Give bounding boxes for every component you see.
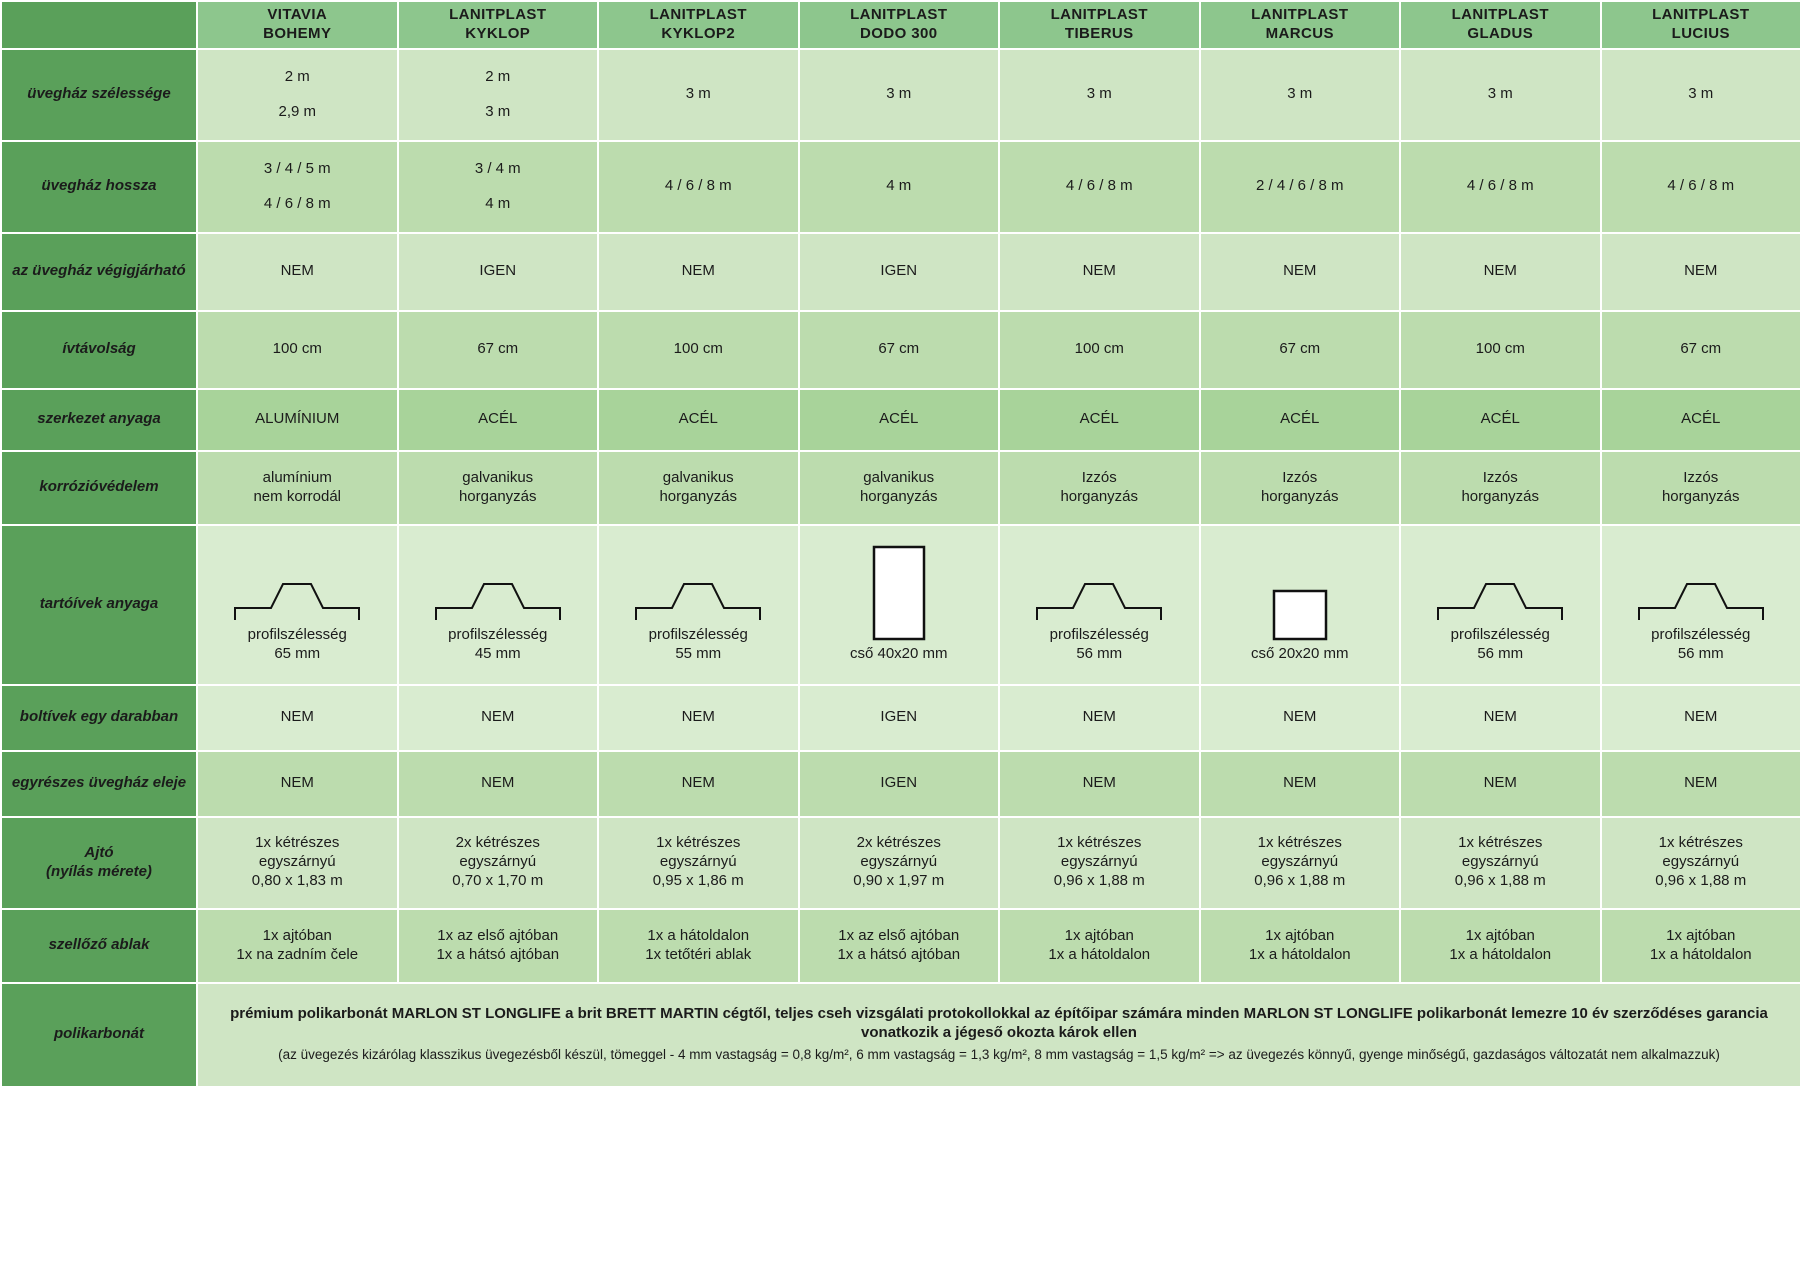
profile-shape-icon [434, 580, 562, 622]
table-cell: 4 m [799, 141, 1000, 233]
column-brand: LANITPLAST [1251, 6, 1349, 23]
table-cell: 1x ajtóban 1x a hátoldalon [999, 909, 1200, 983]
table-cell: 2 m 3 m [398, 49, 599, 141]
column-model: BOHEMY [263, 24, 332, 42]
table-cell: NEM [197, 685, 398, 751]
profile-cell [799, 525, 1000, 685]
header-row [1, 1, 1800, 49]
table-cell: Izzós horganyzás [1601, 451, 1800, 525]
table-cell: 4 / 6 / 8 m [598, 141, 799, 233]
table-cell: 1x kétrészes egyszárnyú 0,96 x 1,88 m [1400, 817, 1601, 909]
column-model: MARCUS [1265, 24, 1334, 42]
row-label: boltívek egy darabban [1, 685, 197, 751]
table-cell: NEM [1200, 685, 1401, 751]
column-header-2 [598, 1, 799, 49]
table-cell: 100 cm [197, 311, 398, 389]
profile-cell [197, 525, 398, 685]
table-cell: NEM [598, 685, 799, 751]
table-row [1, 909, 1800, 983]
row-label: korrózióvédelem [1, 451, 197, 525]
table-cell: NEM [1601, 233, 1800, 311]
column-brand: LANITPLAST [1050, 6, 1148, 23]
table-cell: 1x az első ajtóban 1x a hátsó ajtóban [398, 909, 599, 983]
table-cell: 67 cm [398, 311, 599, 389]
table-cell: 3 m [1200, 49, 1401, 141]
profile-cell [1601, 525, 1800, 685]
table-cell: NEM [398, 751, 599, 817]
table-cell: 2 / 4 / 6 / 8 m [1200, 141, 1401, 233]
column-brand: LANITPLAST [1652, 6, 1750, 23]
column-header-6 [1400, 1, 1601, 49]
footer-main-text: prémium polikarbonát MARLON ST LONGLIFE a brit BRETT MARTIN cégtől, teljes cseh vizsgálati protokollokkal az építőipar számára minden MARLON ST LONGLIFE polikarbonát lemezre 10 év szerződéses garancia vonatkozik a jégeső okozta károk ellen [230, 1005, 1768, 1042]
table-cell: NEM [999, 233, 1200, 311]
row-label: szerkezet anyaga [1, 389, 197, 451]
table-cell: Izzós horganyzás [999, 451, 1200, 525]
table-cell: ACÉL [1200, 389, 1401, 451]
table-cell: 1x ajtóban 1x a hátoldalon [1601, 909, 1800, 983]
table-row-footer [1, 983, 1800, 1087]
table-cell: 4 / 6 / 8 m [999, 141, 1200, 233]
row-label: polikarbonát [1, 983, 197, 1087]
profile-shape-icon [1436, 580, 1564, 622]
profile-shape-icon [872, 545, 926, 641]
column-header-3 [799, 1, 1000, 49]
profile-caption: cső 40x20 mm [849, 644, 948, 662]
profile-shape-icon [634, 580, 762, 622]
profile-caption: profilszélesség 56 mm [1049, 626, 1149, 662]
column-brand: LANITPLAST [850, 6, 948, 23]
profile-cell [999, 525, 1200, 685]
table-cell: 2x kétrészes egyszárnyú 0,90 x 1,97 m [799, 817, 1000, 909]
profile-caption: cső 20x20 mm [1250, 644, 1349, 662]
table-row [1, 817, 1800, 909]
column-header-7 [1601, 1, 1800, 49]
table-body-profile [1, 525, 1800, 685]
profile-cell [1400, 525, 1601, 685]
table-cell: NEM [1400, 751, 1601, 817]
column-brand: LANITPLAST [449, 6, 547, 23]
table-row [1, 49, 1800, 141]
column-model: TIBERUS [1064, 24, 1134, 42]
table-cell: NEM [197, 751, 398, 817]
profile-caption: profilszélesség 65 mm [247, 626, 347, 662]
profile-caption: profilszélesség 45 mm [448, 626, 548, 662]
table-cell: 1x kétrészes egyszárnyú 0,96 x 1,88 m [999, 817, 1200, 909]
profile-cell [1200, 525, 1401, 685]
table-cell: 1x az első ajtóban 1x a hátsó ajtóban [799, 909, 1000, 983]
table-cell: NEM [1601, 685, 1800, 751]
table-cell: IGEN [398, 233, 599, 311]
row-label: üvegház hossza [1, 141, 197, 233]
column-header-4 [999, 1, 1200, 49]
table-cell: Izzós horganyzás [1400, 451, 1601, 525]
table-cell: 3 / 4 / 5 m 4 / 6 / 8 m [197, 141, 398, 233]
table-corner [1, 1, 197, 49]
column-brand: LANITPLAST [649, 6, 747, 23]
table-cell: galvanikus horganyzás [598, 451, 799, 525]
table-cell: NEM [598, 751, 799, 817]
column-header-1 [398, 1, 599, 49]
column-model: GLADUS [1467, 24, 1534, 42]
row-label: egyrészes üvegház eleje [1, 751, 197, 817]
table-cell: NEM [1200, 751, 1401, 817]
table-footer [1, 983, 1800, 1087]
table-cell: 1x ajtóban 1x na zadním čele [197, 909, 398, 983]
table-cell: NEM [398, 685, 599, 751]
table-cell: 100 cm [999, 311, 1200, 389]
table-cell: 67 cm [799, 311, 1000, 389]
column-model: DODO 300 [860, 24, 938, 42]
column-model: KYKLOP2 [661, 24, 736, 42]
row-label: Ajtó (nyílás mérete) [1, 817, 197, 909]
table-cell: NEM [999, 685, 1200, 751]
column-brand: VITAVIA [267, 6, 328, 23]
table-cell: galvanikus horganyzás [398, 451, 599, 525]
table-cell: IGEN [799, 751, 1000, 817]
table-row-profile [1, 525, 1800, 685]
table-cell: ACÉL [799, 389, 1000, 451]
table-cell: 1x kétrészes egyszárnyú 0,96 x 1,88 m [1200, 817, 1401, 909]
table-cell: NEM [999, 751, 1200, 817]
row-label: az üvegház végigjárható [1, 233, 197, 311]
profile-cell [398, 525, 599, 685]
profile-shape-icon [1272, 589, 1328, 641]
column-model: KYKLOP [465, 24, 531, 42]
table-cell: 3 / 4 m 4 m [398, 141, 599, 233]
table-cell: 100 cm [1400, 311, 1601, 389]
footer-sub-text: (az üvegezés kizárólag klasszikus üvegezésből készül, tömeggel - 4 mm vastagság = 0,8 kg/m², 6 mm vastagság = 1,3 kg/m², 8 mm vastagság = 1,5 kg/m² => az üvegezés könnyű, gyenge minőségű, gazdaságos változatát nem alkalmazzuk) [278, 1046, 1720, 1062]
table-cell: 1x kétrészes egyszárnyú 0,96 x 1,88 m [1601, 817, 1800, 909]
footer-note [197, 983, 1800, 1087]
table-cell: IGEN [799, 233, 1000, 311]
table-cell: 3 m [598, 49, 799, 141]
table-cell: Izzós horganyzás [1200, 451, 1401, 525]
table-cell: 4 / 6 / 8 m [1601, 141, 1800, 233]
table-row [1, 451, 1800, 525]
table-cell: ACÉL [999, 389, 1200, 451]
table-cell: 1x ajtóban 1x a hátoldalon [1200, 909, 1401, 983]
table-cell: ACÉL [398, 389, 599, 451]
table-cell: 2x kétrészes egyszárnyú 0,70 x 1,70 m [398, 817, 599, 909]
table-cell: 3 m [799, 49, 1000, 141]
row-label: ívtávolság [1, 311, 197, 389]
table-cell: ACÉL [598, 389, 799, 451]
table-cell: 1x kétrészes egyszárnyú 0,80 x 1,83 m [197, 817, 398, 909]
table-cell: 67 cm [1200, 311, 1401, 389]
profile-shape-icon [233, 580, 361, 622]
table-row [1, 685, 1800, 751]
profile-shape-icon [1637, 580, 1765, 622]
row-label: szellőző ablak [1, 909, 197, 983]
column-header-5 [1200, 1, 1401, 49]
table-cell: NEM [1601, 751, 1800, 817]
profile-shape-icon [1035, 580, 1163, 622]
table-cell: 3 m [1400, 49, 1601, 141]
profile-caption: profilszélesség 55 mm [648, 626, 748, 662]
table-cell: 1x kétrészes egyszárnyú 0,95 x 1,86 m [598, 817, 799, 909]
table-row [1, 311, 1800, 389]
column-brand: LANITPLAST [1451, 6, 1549, 23]
table-cell: 3 m [999, 49, 1200, 141]
table-cell: 4 / 6 / 8 m [1400, 141, 1601, 233]
column-model: LUCIUS [1671, 24, 1730, 42]
table-cell: 1x a hátoldalon 1x tetőtéri ablak [598, 909, 799, 983]
table-cell: NEM [1400, 685, 1601, 751]
profile-caption: profilszélesség 56 mm [1450, 626, 1550, 662]
table-row [1, 389, 1800, 451]
table-cell: ALUMÍNIUM [197, 389, 398, 451]
profile-caption: profilszélesség 56 mm [1651, 626, 1751, 662]
row-label: üvegház szélessége [1, 49, 197, 141]
table-cell: galvanikus horganyzás [799, 451, 1000, 525]
table-row [1, 141, 1800, 233]
table-cell: 67 cm [1601, 311, 1800, 389]
table-cell: NEM [1200, 233, 1401, 311]
table-cell: ACÉL [1400, 389, 1601, 451]
table-cell: ACÉL [1601, 389, 1800, 451]
profile-cell [598, 525, 799, 685]
table-body [1, 49, 1800, 525]
table-cell: NEM [598, 233, 799, 311]
table-cell: IGEN [799, 685, 1000, 751]
table-header [1, 1, 1800, 49]
table-cell: 2 m 2,9 m [197, 49, 398, 141]
row-label: tartóívek anyaga [1, 525, 197, 685]
table-cell: NEM [197, 233, 398, 311]
table-cell: NEM [1400, 233, 1601, 311]
table-cell: 1x ajtóban 1x a hátoldalon [1400, 909, 1601, 983]
table-body-lower [1, 685, 1800, 983]
column-header-0 [197, 1, 398, 49]
table-cell: alumínium nem korrodál [197, 451, 398, 525]
table-row [1, 751, 1800, 817]
table-row [1, 233, 1800, 311]
table-cell: 3 m [1601, 49, 1800, 141]
table-cell: 100 cm [598, 311, 799, 389]
